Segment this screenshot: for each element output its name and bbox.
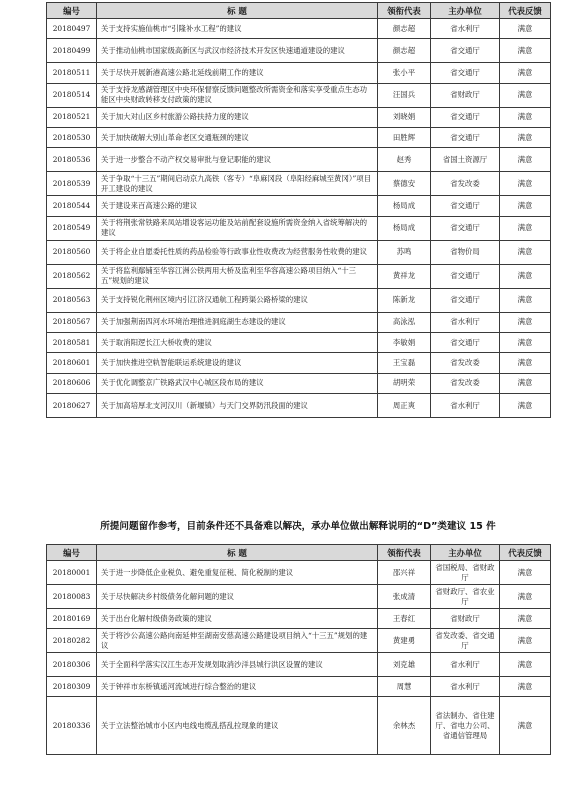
table-row: [47, 288, 551, 312]
cell-unit: 省交通厅: [431, 63, 500, 83]
header-title: 标 题: [97, 545, 378, 561]
cell-id: 20180336: [47, 697, 97, 755]
cell-rep: 周正爽: [378, 394, 431, 418]
cell-title: 关于争取“十三五”期间启动京九高铁（客专）“阜麻冈段（阜阳经麻城至黄冈）”项目开工建设的建议: [97, 172, 378, 196]
cell-rep: 蔡德安: [378, 172, 431, 196]
cell-unit: 省发改委: [431, 353, 500, 373]
cell-unit: 省水利厅: [431, 677, 500, 697]
cell-title: 关于出台化解村级债务政策的建议: [97, 609, 378, 629]
cell-title: 关于支持龙感湖管理区中央环保督察反馈问题整改所需资金和落实享受重点生态功能区中央财政转移支付政策的建议: [97, 83, 378, 107]
cell-title: 关于将沙公高速公路向南延伸至湖南安慈高速公路建设项目纳入“十三五”规划的建议: [97, 629, 378, 653]
cell-unit: 省法制办、省住建厅、省电力公司、省通信管理局: [431, 697, 500, 755]
cell-feedback: 满意: [500, 394, 551, 418]
cell-feedback: 满意: [500, 561, 551, 585]
cell-feedback: 满意: [500, 107, 551, 127]
cell-id: 20180549: [47, 216, 97, 240]
cell-id: 20180562: [47, 264, 97, 288]
table-row: [47, 264, 551, 288]
table-row: [47, 697, 551, 755]
cell-rep: 李敏娟: [378, 333, 431, 353]
cell-rep: 胡明荣: [378, 373, 431, 393]
cell-unit: 省交通厅: [431, 107, 500, 127]
cell-unit: 省交通厅: [431, 196, 500, 216]
cell-feedback: 满意: [500, 172, 551, 196]
cell-id: 20180282: [47, 629, 97, 653]
cell-id: 20180499: [47, 39, 97, 63]
cell-title: 关于将荆张常铁路来凤站增设客运功能及站前配套设施所需资金纳入省统筹解决的建议: [97, 216, 378, 240]
cell-unit: 省国税局、省财政厅: [431, 561, 500, 585]
table-row: [47, 394, 551, 418]
cell-rep: 陈新龙: [378, 288, 431, 312]
cell-feedback: 满意: [500, 196, 551, 216]
table-row: [47, 148, 551, 172]
cell-unit: 省水利厅: [431, 394, 500, 418]
cell-rep: 张成清: [378, 585, 431, 609]
header-rep: 领衔代表: [378, 545, 431, 561]
table-row: [47, 216, 551, 240]
cell-title: 关于加强荆南四河水环境治理推进洞庭湖生态建设的建议: [97, 312, 378, 332]
table-row: [47, 83, 551, 107]
table-row: [47, 677, 551, 697]
cell-title: 关于将企业自愿委托性质的药品检验等行政事业性收费改为经营服务性收费的建议: [97, 240, 378, 264]
cell-id: 20180306: [47, 653, 97, 677]
cell-rep: 颜志超: [378, 39, 431, 63]
cell-feedback: 满意: [500, 629, 551, 653]
cell-id: 20180521: [47, 107, 97, 127]
table-row: [47, 373, 551, 393]
cell-title: 关于推动仙桃市国家级高新区与武汉市经济技术开发区快速通道建设的建议: [97, 39, 378, 63]
header-rep: 领衔代表: [378, 3, 431, 19]
table-row: [47, 653, 551, 677]
cell-id: 20180169: [47, 609, 97, 629]
cell-rep: 黄建勇: [378, 629, 431, 653]
cell-rep: 刘克雄: [378, 653, 431, 677]
cell-rep: 赵秀: [378, 148, 431, 172]
cell-feedback: 满意: [500, 677, 551, 697]
cell-rep: 张小平: [378, 63, 431, 83]
cell-title: 关于进一步降低企业税负、避免重复征税、简化税制的建议: [97, 561, 378, 585]
cell-rep: 田胜辉: [378, 128, 431, 148]
cell-id: 20180539: [47, 172, 97, 196]
table-row: [47, 353, 551, 373]
table-row: [47, 561, 551, 585]
cell-title: 关于支持实施仙桃市“引隆补水工程”的建议: [97, 19, 378, 39]
cell-rep: 刘晓娟: [378, 107, 431, 127]
cell-unit: 省财政厅: [431, 609, 500, 629]
cell-unit: 省水利厅: [431, 653, 500, 677]
cell-id: 20180567: [47, 312, 97, 332]
table-header-row: [47, 3, 551, 19]
cell-unit: 省交通厅: [431, 216, 500, 240]
cell-unit: 省交通厅: [431, 39, 500, 63]
cell-id: 20180083: [47, 585, 97, 609]
cell-unit: 省交通厅: [431, 333, 500, 353]
cell-feedback: 满意: [500, 697, 551, 755]
cell-feedback: 满意: [500, 288, 551, 312]
cell-id: 20180601: [47, 353, 97, 373]
table-row: [47, 585, 551, 609]
cell-title: 关于取消阳逻长江大桥收费的建议: [97, 333, 378, 353]
cell-unit: 省物价局: [431, 240, 500, 264]
table-row: [47, 312, 551, 332]
cell-title: 关于尽快开展新港高速公路北延线前期工作的建议: [97, 63, 378, 83]
cell-title: 关于建设来百高速公路的建议: [97, 196, 378, 216]
cell-feedback: 满意: [500, 653, 551, 677]
header-title: 标 题: [97, 3, 378, 19]
cell-id: 20180497: [47, 19, 97, 39]
cell-feedback: 满意: [500, 333, 551, 353]
cell-title: 关于加快破解大别山革命老区交通瓶颈的建议: [97, 128, 378, 148]
cell-feedback: 满意: [500, 312, 551, 332]
cell-feedback: 满意: [500, 128, 551, 148]
cell-unit: 省财政厅: [431, 83, 500, 107]
cell-id: 20180530: [47, 128, 97, 148]
cell-rep: 颜志超: [378, 19, 431, 39]
cell-rep: 苏鸣: [378, 240, 431, 264]
cell-unit: 省发改委: [431, 373, 500, 393]
cell-unit: 省财政厅、省农业厅: [431, 585, 500, 609]
header-id: 编号: [47, 545, 97, 561]
table-row: [47, 128, 551, 148]
cell-feedback: 满意: [500, 63, 551, 83]
table-row: [47, 63, 551, 83]
cell-rep: 王春红: [378, 609, 431, 629]
cell-unit: 省交通厅: [431, 288, 500, 312]
cell-id: 20180536: [47, 148, 97, 172]
header-feedback: 代表反馈: [500, 545, 551, 561]
section-heading: 所提问题留作参考，目前条件还不具备难以解决，承办单位做出解释说明的“D”类建议 15 件: [100, 521, 496, 532]
cell-id: 20180544: [47, 196, 97, 216]
header-id: 编号: [47, 3, 97, 19]
cell-unit: 省交通厅: [431, 128, 500, 148]
cell-id: 20180514: [47, 83, 97, 107]
header-unit: 主办单位: [431, 545, 500, 561]
cell-title: 关于加快推进空轨智能联运系统建设的建议: [97, 353, 378, 373]
cell-title: 关于全面科学落实汉江生态开发规划取消沙洋县城行洪区设置的建议: [97, 653, 378, 677]
cell-id: 20180001: [47, 561, 97, 585]
cell-title: 关于将监利鄢铺至华容江洲公铁两用大桥及监利至华容高速公路项目纳入“十三五”规划的建议: [97, 264, 378, 288]
cell-title: 关于钟祥市东桥镇遥河流域进行综合整治的建议: [97, 677, 378, 697]
cell-rep: 高泳泓: [378, 312, 431, 332]
cell-id: 20180511: [47, 63, 97, 83]
cell-title: 关于立法整治城市小区内电线电缆乱搭乱拉现象的建议: [97, 697, 378, 755]
table-row: [47, 39, 551, 63]
cell-title: 关于支持锐化荆州区境内引江济汉通航工程跨渠公路桥梁的建议: [97, 288, 378, 312]
cell-rep: 杨局成: [378, 196, 431, 216]
cell-feedback: 满意: [500, 585, 551, 609]
cell-title: 关于尽快解决乡村级债务化解问题的建议: [97, 585, 378, 609]
cell-unit: 省水利厅: [431, 19, 500, 39]
cell-rep: 杨局成: [378, 216, 431, 240]
proposal-table-1: [46, 2, 551, 418]
header-unit: 主办单位: [431, 3, 500, 19]
cell-feedback: 满意: [500, 353, 551, 373]
cell-id: 20180309: [47, 677, 97, 697]
cell-unit: 省国土资源厅: [431, 148, 500, 172]
cell-feedback: 满意: [500, 216, 551, 240]
table-row: [47, 107, 551, 127]
cell-rep: 余林杰: [378, 697, 431, 755]
cell-rep: 周慧: [378, 677, 431, 697]
cell-feedback: 满意: [500, 83, 551, 107]
cell-unit: 省交通厅: [431, 264, 500, 288]
cell-id: 20180581: [47, 333, 97, 353]
cell-rep: 邵兴祥: [378, 561, 431, 585]
table-row: [47, 629, 551, 653]
cell-rep: 王宝磊: [378, 353, 431, 373]
cell-id: 20180563: [47, 288, 97, 312]
header-feedback: 代表反馈: [500, 3, 551, 19]
table-row: [47, 172, 551, 196]
cell-title: 关于进一步整合不动产权交易审批与登记职能的建议: [97, 148, 378, 172]
table-row: [47, 240, 551, 264]
cell-feedback: 满意: [500, 19, 551, 39]
cell-rep: 黄祥龙: [378, 264, 431, 288]
cell-id: 20180606: [47, 373, 97, 393]
cell-feedback: 满意: [500, 609, 551, 629]
table-row: [47, 196, 551, 216]
cell-id: 20180560: [47, 240, 97, 264]
cell-title: 关于加大对山区乡村旅游公路扶持力度的建议: [97, 107, 378, 127]
cell-feedback: 满意: [500, 39, 551, 63]
cell-feedback: 满意: [500, 240, 551, 264]
cell-rep: 汪国兵: [378, 83, 431, 107]
cell-unit: 省发改委: [431, 172, 500, 196]
cell-feedback: 满意: [500, 373, 551, 393]
cell-unit: 省水利厅: [431, 312, 500, 332]
proposal-table-2: [46, 544, 551, 755]
cell-title: 关于优化调整京广铁路武汉中心城区段布局的建议: [97, 373, 378, 393]
cell-unit: 省发改委、省交通厅: [431, 629, 500, 653]
table-header-row: [47, 545, 551, 561]
cell-title: 关于加高培厚北支河汉川（新堰镇）与天门交界防汛段面的建议: [97, 394, 378, 418]
table-row: [47, 333, 551, 353]
cell-feedback: 满意: [500, 148, 551, 172]
table-row: [47, 609, 551, 629]
cell-id: 20180627: [47, 394, 97, 418]
table-row: [47, 19, 551, 39]
cell-feedback: 满意: [500, 264, 551, 288]
